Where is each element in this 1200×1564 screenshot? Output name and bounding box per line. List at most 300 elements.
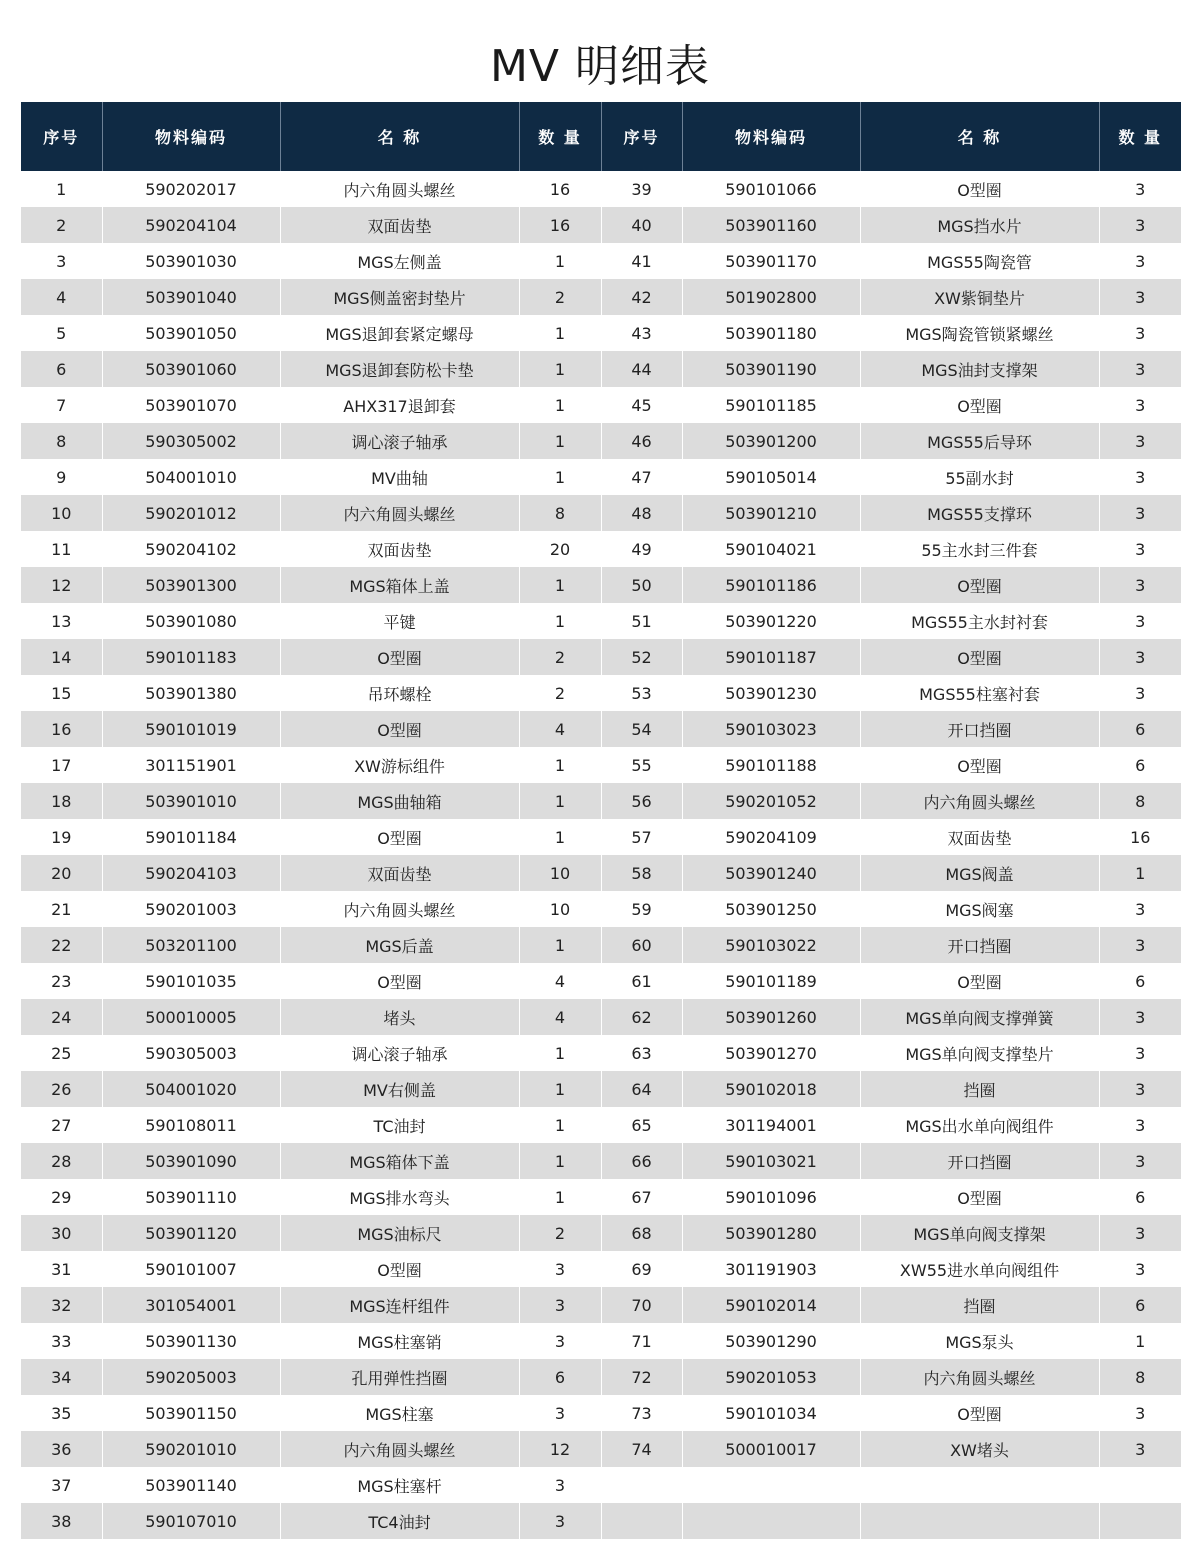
left-name-cell: 内六角圆头螺丝 xyxy=(280,495,519,531)
table-row xyxy=(21,639,1181,675)
left-qty-cell: 3 xyxy=(519,1395,601,1431)
right-qty-cell: 3 xyxy=(1099,495,1181,531)
right-seq-cell: 39 xyxy=(601,171,682,207)
left-name-cell: MGS柱塞杆 xyxy=(280,1467,519,1503)
left-name-cell: TC油封 xyxy=(280,1107,519,1143)
right-code-cell: 500010017 xyxy=(682,1431,860,1467)
right-seq-cell: 65 xyxy=(601,1107,682,1143)
right-name-cell: 开口挡圈 xyxy=(860,927,1099,963)
left-qty-cell: 10 xyxy=(519,891,601,927)
right-qty-cell: 1 xyxy=(1099,855,1181,891)
left-name-cell: 孔用弹性挡圈 xyxy=(280,1359,519,1395)
right-name-cell: 双面齿垫 xyxy=(860,819,1099,855)
right-qty-cell: 3 xyxy=(1099,279,1181,315)
left-qty-cell: 4 xyxy=(519,999,601,1035)
table-row xyxy=(21,531,1181,567)
table-row xyxy=(21,819,1181,855)
left-qty-cell: 8 xyxy=(519,495,601,531)
left-code-cell: 503901050 xyxy=(102,315,280,351)
left-name-cell: MGS柱塞 xyxy=(280,1395,519,1431)
right-seq-cell: 40 xyxy=(601,207,682,243)
left-code-cell: 503901380 xyxy=(102,675,280,711)
left-seq-cell: 7 xyxy=(21,387,102,423)
right-code-cell: 590103021 xyxy=(682,1143,860,1179)
right-name-cell: MGS阀盖 xyxy=(860,855,1099,891)
left-qty-cell: 1 xyxy=(519,1071,601,1107)
right-seq-cell: 48 xyxy=(601,495,682,531)
table-row xyxy=(21,423,1181,459)
left-code-cell: 590305003 xyxy=(102,1035,280,1071)
right-seq-cell: 54 xyxy=(601,711,682,747)
right-name-cell: O型圈 xyxy=(860,1179,1099,1215)
left-name-cell: MGS连杆组件 xyxy=(280,1287,519,1323)
left-code-cell: 503901140 xyxy=(102,1467,280,1503)
table-row xyxy=(21,351,1181,387)
right-code-cell: 503901200 xyxy=(682,423,860,459)
left-code-cell: 503901150 xyxy=(102,1395,280,1431)
left-name-cell: 堵头 xyxy=(280,999,519,1035)
left-code-cell: 503901130 xyxy=(102,1323,280,1359)
right-qty-cell: 3 xyxy=(1099,1143,1181,1179)
right-code-cell: 590204109 xyxy=(682,819,860,855)
left-code-cell: 503901120 xyxy=(102,1215,280,1251)
left-name-cell: 调心滚子轴承 xyxy=(280,1035,519,1071)
right-qty-cell: 3 xyxy=(1099,1035,1181,1071)
right-seq-cell: 47 xyxy=(601,459,682,495)
right-qty-cell: 3 xyxy=(1099,1215,1181,1251)
right-code-cell: 590101096 xyxy=(682,1179,860,1215)
left-seq-cell: 4 xyxy=(21,279,102,315)
left-seq-cell: 13 xyxy=(21,603,102,639)
table-row xyxy=(21,315,1181,351)
left-name-cell: 双面齿垫 xyxy=(280,531,519,567)
left-name-cell: 双面齿垫 xyxy=(280,855,519,891)
table-row xyxy=(21,207,1181,243)
right-name-cell: 开口挡圈 xyxy=(860,1143,1099,1179)
right-seq-cell: 60 xyxy=(601,927,682,963)
right-name-cell: MGS55陶瓷管 xyxy=(860,243,1099,279)
left-qty-cell: 1 xyxy=(519,1179,601,1215)
right-seq-cell xyxy=(601,1467,682,1503)
left-qty-cell: 1 xyxy=(519,1107,601,1143)
right-code-cell: 503901170 xyxy=(682,243,860,279)
left-name-cell: O型圈 xyxy=(280,963,519,999)
header-name-right: 名 称 xyxy=(860,102,1099,171)
right-seq-cell: 52 xyxy=(601,639,682,675)
right-name-cell: XW堵头 xyxy=(860,1431,1099,1467)
right-seq-cell: 70 xyxy=(601,1287,682,1323)
header-qty-right: 数 量 xyxy=(1099,102,1181,171)
left-name-cell: MGS油标尺 xyxy=(280,1215,519,1251)
right-qty-cell: 3 xyxy=(1099,315,1181,351)
left-qty-cell: 3 xyxy=(519,1323,601,1359)
left-code-cell: 500010005 xyxy=(102,999,280,1035)
right-name-cell: 挡圈 xyxy=(860,1071,1099,1107)
table-row xyxy=(21,711,1181,747)
right-seq-cell: 73 xyxy=(601,1395,682,1431)
right-name-cell: O型圈 xyxy=(860,387,1099,423)
left-seq-cell: 18 xyxy=(21,783,102,819)
left-name-cell: O型圈 xyxy=(280,1251,519,1287)
left-seq-cell: 10 xyxy=(21,495,102,531)
left-seq-cell: 32 xyxy=(21,1287,102,1323)
left-seq-cell: 31 xyxy=(21,1251,102,1287)
right-code-cell: 503901270 xyxy=(682,1035,860,1071)
table-row xyxy=(21,747,1181,783)
left-code-cell: 503901010 xyxy=(102,783,280,819)
right-seq-cell: 51 xyxy=(601,603,682,639)
left-qty-cell: 3 xyxy=(519,1503,601,1539)
left-code-cell: 503901090 xyxy=(102,1143,280,1179)
right-qty-cell: 3 xyxy=(1099,567,1181,603)
left-code-cell: 590107010 xyxy=(102,1503,280,1539)
left-name-cell: 吊环螺栓 xyxy=(280,675,519,711)
right-name-cell: MGS55支撑环 xyxy=(860,495,1099,531)
right-qty-cell: 3 xyxy=(1099,243,1181,279)
right-name-cell: MGS油封支撑架 xyxy=(860,351,1099,387)
left-seq-cell: 21 xyxy=(21,891,102,927)
left-name-cell: MGS箱体上盖 xyxy=(280,567,519,603)
left-qty-cell: 3 xyxy=(519,1251,601,1287)
right-name-cell: O型圈 xyxy=(860,963,1099,999)
right-seq-cell: 45 xyxy=(601,387,682,423)
left-name-cell: MGS侧盖密封垫片 xyxy=(280,279,519,315)
right-code-cell: 590101187 xyxy=(682,639,860,675)
right-name-cell: O型圈 xyxy=(860,747,1099,783)
table-row xyxy=(21,387,1181,423)
right-code-cell: 590103022 xyxy=(682,927,860,963)
left-code-cell: 590101184 xyxy=(102,819,280,855)
right-qty-cell: 3 xyxy=(1099,207,1181,243)
right-qty-cell: 3 xyxy=(1099,1251,1181,1287)
right-qty-cell xyxy=(1099,1503,1181,1539)
left-seq-cell: 14 xyxy=(21,639,102,675)
right-seq-cell: 57 xyxy=(601,819,682,855)
right-code-cell: 590103023 xyxy=(682,711,860,747)
table-row xyxy=(21,1035,1181,1071)
right-seq-cell: 49 xyxy=(601,531,682,567)
left-code-cell: 590201010 xyxy=(102,1431,280,1467)
left-seq-cell: 1 xyxy=(21,171,102,207)
right-seq-cell: 66 xyxy=(601,1143,682,1179)
right-seq-cell: 61 xyxy=(601,963,682,999)
right-seq-cell: 53 xyxy=(601,675,682,711)
left-code-cell: 503901080 xyxy=(102,603,280,639)
table-row xyxy=(21,1107,1181,1143)
left-name-cell: O型圈 xyxy=(280,711,519,747)
right-seq-cell: 62 xyxy=(601,999,682,1035)
right-name-cell: O型圈 xyxy=(860,1395,1099,1431)
right-seq-cell: 67 xyxy=(601,1179,682,1215)
right-code-cell xyxy=(682,1503,860,1539)
table-row xyxy=(21,927,1181,963)
left-seq-cell: 38 xyxy=(21,1503,102,1539)
left-qty-cell: 1 xyxy=(519,351,601,387)
left-qty-cell: 1 xyxy=(519,783,601,819)
right-code-cell: 501902800 xyxy=(682,279,860,315)
right-code-cell: 503901180 xyxy=(682,315,860,351)
left-name-cell: TC4油封 xyxy=(280,1503,519,1539)
right-qty-cell: 6 xyxy=(1099,747,1181,783)
right-code-cell: 503901250 xyxy=(682,891,860,927)
header-name-left: 名 称 xyxy=(280,102,519,171)
left-seq-cell: 12 xyxy=(21,567,102,603)
right-qty-cell: 8 xyxy=(1099,1359,1181,1395)
left-seq-cell: 11 xyxy=(21,531,102,567)
table-row xyxy=(21,1215,1181,1251)
left-qty-cell: 1 xyxy=(519,1035,601,1071)
right-seq-cell: 68 xyxy=(601,1215,682,1251)
left-code-cell: 301054001 xyxy=(102,1287,280,1323)
right-qty-cell: 3 xyxy=(1099,999,1181,1035)
table-row xyxy=(21,1359,1181,1395)
left-seq-cell: 2 xyxy=(21,207,102,243)
right-qty-cell: 3 xyxy=(1099,1071,1181,1107)
right-qty-cell: 3 xyxy=(1099,1395,1181,1431)
left-seq-cell: 6 xyxy=(21,351,102,387)
page-title: MV 明细表 xyxy=(489,41,711,92)
left-code-cell: 503901070 xyxy=(102,387,280,423)
left-code-cell: 590108011 xyxy=(102,1107,280,1143)
right-seq-cell: 41 xyxy=(601,243,682,279)
parts-table xyxy=(21,102,1181,1539)
left-name-cell: XW游标组件 xyxy=(280,747,519,783)
right-name-cell: MGS单向阀支撑垫片 xyxy=(860,1035,1099,1071)
left-code-cell: 301151901 xyxy=(102,747,280,783)
left-seq-cell: 37 xyxy=(21,1467,102,1503)
right-name-cell: MGS挡水片 xyxy=(860,207,1099,243)
left-qty-cell: 2 xyxy=(519,675,601,711)
left-code-cell: 590205003 xyxy=(102,1359,280,1395)
left-name-cell: 调心滚子轴承 xyxy=(280,423,519,459)
left-qty-cell: 4 xyxy=(519,711,601,747)
left-qty-cell: 4 xyxy=(519,963,601,999)
right-name-cell: MGS出水单向阀组件 xyxy=(860,1107,1099,1143)
right-name-cell: XW紫铜垫片 xyxy=(860,279,1099,315)
table-row xyxy=(21,1467,1181,1503)
right-code-cell: 503901260 xyxy=(682,999,860,1035)
left-seq-cell: 9 xyxy=(21,459,102,495)
right-qty-cell: 6 xyxy=(1099,711,1181,747)
right-seq-cell: 42 xyxy=(601,279,682,315)
table-row xyxy=(21,495,1181,531)
left-seq-cell: 30 xyxy=(21,1215,102,1251)
left-qty-cell: 1 xyxy=(519,603,601,639)
left-name-cell: MGS后盖 xyxy=(280,927,519,963)
left-code-cell: 503901030 xyxy=(102,243,280,279)
left-code-cell: 590101035 xyxy=(102,963,280,999)
left-code-cell: 590101019 xyxy=(102,711,280,747)
left-qty-cell: 10 xyxy=(519,855,601,891)
right-code-cell: 590102014 xyxy=(682,1287,860,1323)
right-code-cell: 503901220 xyxy=(682,603,860,639)
right-qty-cell: 3 xyxy=(1099,639,1181,675)
right-name-cell: XW55进水单向阀组件 xyxy=(860,1251,1099,1287)
right-seq-cell xyxy=(601,1503,682,1539)
right-name-cell: O型圈 xyxy=(860,567,1099,603)
left-seq-cell: 16 xyxy=(21,711,102,747)
left-seq-cell: 34 xyxy=(21,1359,102,1395)
left-code-cell: 504001020 xyxy=(102,1071,280,1107)
right-code-cell: 590101188 xyxy=(682,747,860,783)
left-seq-cell: 36 xyxy=(21,1431,102,1467)
left-qty-cell: 16 xyxy=(519,207,601,243)
table-row xyxy=(21,783,1181,819)
left-code-cell: 590201012 xyxy=(102,495,280,531)
right-qty-cell: 3 xyxy=(1099,675,1181,711)
right-qty-cell: 16 xyxy=(1099,819,1181,855)
table-row xyxy=(21,1503,1181,1539)
right-code-cell: 503901190 xyxy=(682,351,860,387)
left-seq-cell: 5 xyxy=(21,315,102,351)
left-seq-cell: 25 xyxy=(21,1035,102,1071)
right-seq-cell: 59 xyxy=(601,891,682,927)
left-qty-cell: 1 xyxy=(519,819,601,855)
left-name-cell: AHX317退卸套 xyxy=(280,387,519,423)
left-qty-cell: 1 xyxy=(519,423,601,459)
right-seq-cell: 72 xyxy=(601,1359,682,1395)
table-row xyxy=(21,1323,1181,1359)
right-qty-cell: 3 xyxy=(1099,1107,1181,1143)
right-code-cell: 590101066 xyxy=(682,171,860,207)
left-seq-cell: 28 xyxy=(21,1143,102,1179)
left-name-cell: MV曲轴 xyxy=(280,459,519,495)
left-name-cell: 内六角圆头螺丝 xyxy=(280,891,519,927)
left-name-cell: MGS排水弯头 xyxy=(280,1179,519,1215)
header-seq-left: 序号 xyxy=(21,102,102,171)
right-seq-cell: 55 xyxy=(601,747,682,783)
table-row xyxy=(21,279,1181,315)
right-qty-cell: 3 xyxy=(1099,351,1181,387)
right-name-cell: 开口挡圈 xyxy=(860,711,1099,747)
table-row xyxy=(21,1179,1181,1215)
left-qty-cell: 16 xyxy=(519,171,601,207)
right-qty-cell: 6 xyxy=(1099,1287,1181,1323)
right-seq-cell: 71 xyxy=(601,1323,682,1359)
right-code-cell: 590102018 xyxy=(682,1071,860,1107)
right-name-cell: MGS55后导环 xyxy=(860,423,1099,459)
left-code-cell: 590202017 xyxy=(102,171,280,207)
table-row xyxy=(21,891,1181,927)
right-name-cell: MGS阀塞 xyxy=(860,891,1099,927)
left-name-cell: MGS左侧盖 xyxy=(280,243,519,279)
left-name-cell: MGS曲轴箱 xyxy=(280,783,519,819)
right-qty-cell xyxy=(1099,1467,1181,1503)
right-name-cell: O型圈 xyxy=(860,171,1099,207)
right-seq-cell: 50 xyxy=(601,567,682,603)
left-code-cell: 590201003 xyxy=(102,891,280,927)
left-seq-cell: 8 xyxy=(21,423,102,459)
right-seq-cell: 74 xyxy=(601,1431,682,1467)
right-qty-cell: 3 xyxy=(1099,423,1181,459)
left-seq-cell: 24 xyxy=(21,999,102,1035)
right-code-cell: 503901210 xyxy=(682,495,860,531)
left-code-cell: 504001010 xyxy=(102,459,280,495)
right-qty-cell: 3 xyxy=(1099,171,1181,207)
right-qty-cell: 3 xyxy=(1099,603,1181,639)
left-qty-cell: 1 xyxy=(519,567,601,603)
right-name-cell: MGS55柱塞衬套 xyxy=(860,675,1099,711)
right-code-cell: 503901290 xyxy=(682,1323,860,1359)
right-qty-cell: 3 xyxy=(1099,1431,1181,1467)
right-name-cell: 内六角圆头螺丝 xyxy=(860,783,1099,819)
left-seq-cell: 3 xyxy=(21,243,102,279)
right-qty-cell: 3 xyxy=(1099,927,1181,963)
left-qty-cell: 1 xyxy=(519,927,601,963)
table-row xyxy=(21,1395,1181,1431)
table-row xyxy=(21,855,1181,891)
table-row xyxy=(21,171,1181,207)
left-seq-cell: 27 xyxy=(21,1107,102,1143)
right-name-cell: MGS55主水封衬套 xyxy=(860,603,1099,639)
right-name-cell: MGS泵头 xyxy=(860,1323,1099,1359)
table-row xyxy=(21,999,1181,1035)
right-code-cell: 590104021 xyxy=(682,531,860,567)
right-code-cell: 590101186 xyxy=(682,567,860,603)
table-row xyxy=(21,1071,1181,1107)
table-body xyxy=(21,171,1181,1539)
left-code-cell: 590101183 xyxy=(102,639,280,675)
left-name-cell: 双面齿垫 xyxy=(280,207,519,243)
left-code-cell: 503901040 xyxy=(102,279,280,315)
header-code-right: 物料编码 xyxy=(682,102,860,171)
right-name-cell xyxy=(860,1503,1099,1539)
right-name-cell: MGS单向阀支撑弹簧 xyxy=(860,999,1099,1035)
left-qty-cell: 6 xyxy=(519,1359,601,1395)
left-code-cell: 503901300 xyxy=(102,567,280,603)
left-code-cell: 590204103 xyxy=(102,855,280,891)
left-qty-cell: 1 xyxy=(519,459,601,495)
right-code-cell: 503901280 xyxy=(682,1215,860,1251)
left-seq-cell: 19 xyxy=(21,819,102,855)
left-code-cell: 590101007 xyxy=(102,1251,280,1287)
left-name-cell: MV右侧盖 xyxy=(280,1071,519,1107)
right-code-cell: 590101034 xyxy=(682,1395,860,1431)
left-seq-cell: 20 xyxy=(21,855,102,891)
right-code-cell xyxy=(682,1467,860,1503)
table-header-row xyxy=(21,102,1181,171)
right-seq-cell: 58 xyxy=(601,855,682,891)
left-seq-cell: 22 xyxy=(21,927,102,963)
left-name-cell: O型圈 xyxy=(280,819,519,855)
header-code-left: 物料编码 xyxy=(102,102,280,171)
right-code-cell: 590101185 xyxy=(682,387,860,423)
left-seq-cell: 29 xyxy=(21,1179,102,1215)
right-qty-cell: 1 xyxy=(1099,1323,1181,1359)
left-seq-cell: 17 xyxy=(21,747,102,783)
right-name-cell: O型圈 xyxy=(860,639,1099,675)
right-qty-cell: 3 xyxy=(1099,459,1181,495)
left-qty-cell: 1 xyxy=(519,243,601,279)
right-qty-cell: 3 xyxy=(1099,387,1181,423)
right-seq-cell: 64 xyxy=(601,1071,682,1107)
table-row xyxy=(21,963,1181,999)
table-row xyxy=(21,1431,1181,1467)
left-seq-cell: 23 xyxy=(21,963,102,999)
left-name-cell: 内六角圆头螺丝 xyxy=(280,1431,519,1467)
right-qty-cell: 3 xyxy=(1099,531,1181,567)
table-row xyxy=(21,459,1181,495)
right-code-cell: 301191903 xyxy=(682,1251,860,1287)
right-code-cell: 590201052 xyxy=(682,783,860,819)
right-code-cell: 590101189 xyxy=(682,963,860,999)
table-row xyxy=(21,1251,1181,1287)
left-code-cell: 503201100 xyxy=(102,927,280,963)
left-seq-cell: 35 xyxy=(21,1395,102,1431)
right-name-cell: 内六角圆头螺丝 xyxy=(860,1359,1099,1395)
left-qty-cell: 20 xyxy=(519,531,601,567)
right-name-cell: MGS单向阀支撑架 xyxy=(860,1215,1099,1251)
